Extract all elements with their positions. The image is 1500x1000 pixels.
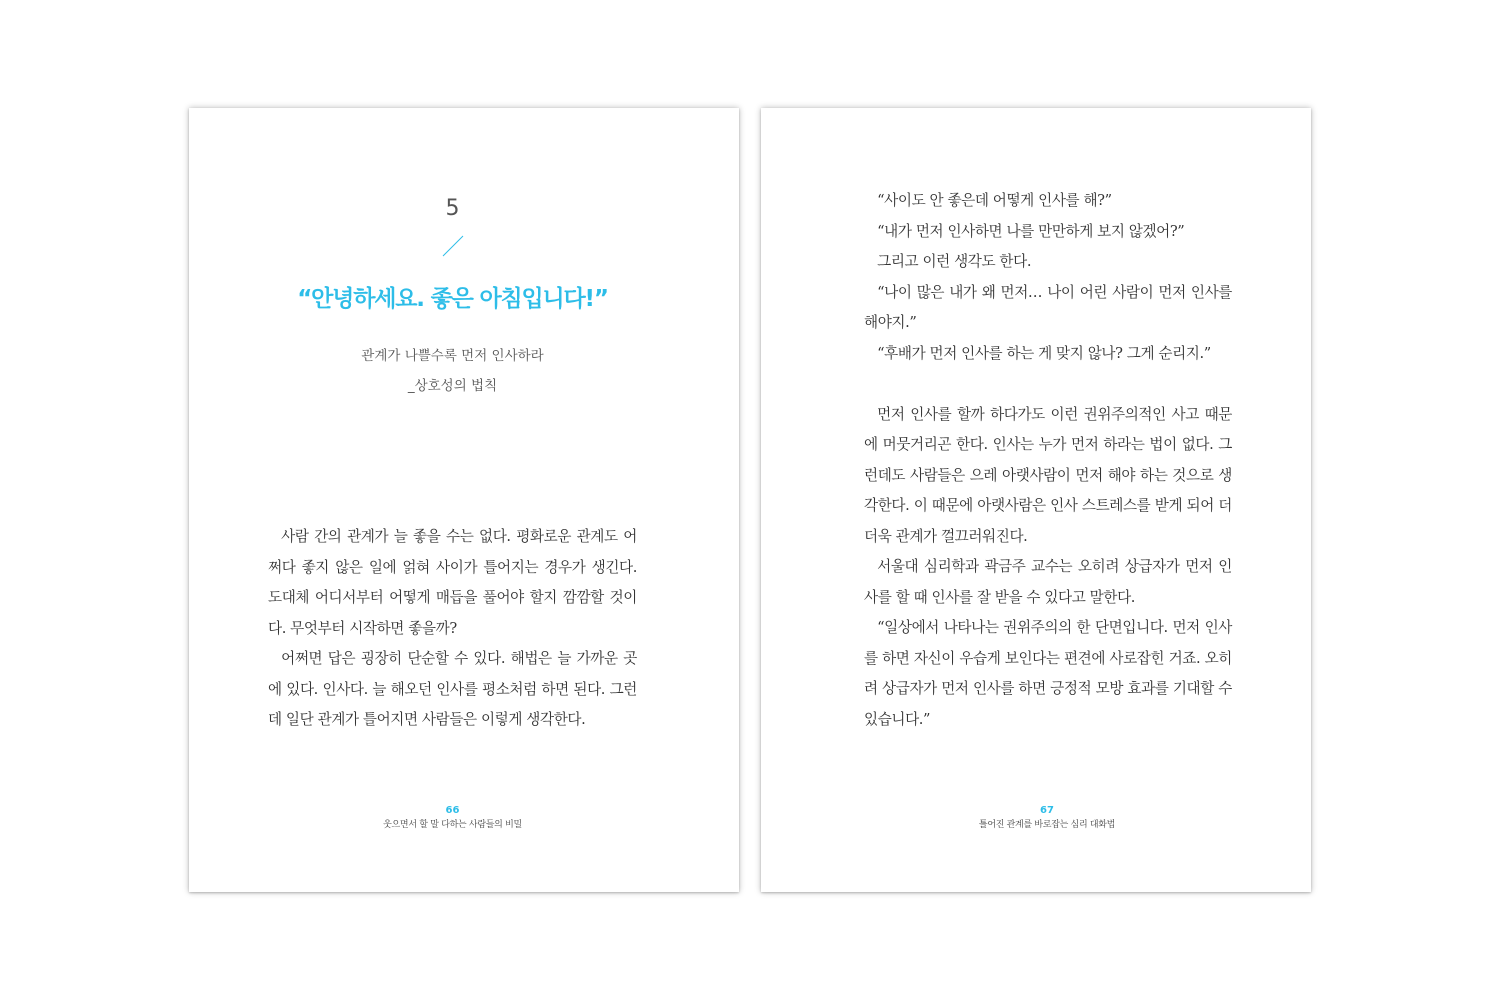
- chapter-subtitle: 관계가 나쁠수록 먼저 인사하라: [361, 348, 544, 364]
- page-number: 66: [445, 805, 460, 816]
- left-page: [189, 108, 739, 892]
- right-page: [761, 108, 1311, 892]
- right-body-text: [864, 186, 1232, 735]
- chapter-number: 5: [445, 196, 460, 221]
- right-footer: [761, 804, 1333, 832]
- paragraph: 그리고 이런 생각도 한다.: [877, 253, 1032, 270]
- page-number: 67: [1040, 805, 1054, 816]
- paragraph: 어쩌면 답은 굉장히 단순할 수 있다. 해법은 늘 가까운 곳에 있다. 인사다. 늘 해오던 인사를 평소처럼 하면 된다. 그런데 일단 관계가 틀어지면 사람들은 이렇게 생각한다.: [268, 650, 637, 728]
- chapter-title: “안녕하세요. 좋은 아침입니다!”: [297, 286, 608, 312]
- paragraph: “사이도 안 좋은데 어떻게 인사를 해?”: [877, 192, 1112, 209]
- running-title: 틀어진 관계를 바로잡는 심리 대화법: [978, 820, 1116, 830]
- paragraph: “일상에서 나타나는 권위주의의 한 단면입니다. 먼저 인사를 하면 자신이 우습게 보인다는 편견에 사로잡힌 거죠. 오히려 상급자가 먼저 인사를 하면 긍정적 모방 효과를 기대할 수 있습니다.”: [864, 619, 1232, 728]
- left-footer: [189, 804, 716, 832]
- slash-ornament-icon: [441, 234, 465, 258]
- paragraph-spacer: [864, 369, 1232, 400]
- chapter-law-name: _상호성의 법칙: [407, 378, 498, 394]
- running-title: 웃으면서 할 말 다하는 사람들의 비밀: [383, 820, 522, 830]
- paragraph: “나이 많은 내가 왜 먼저… 나이 어린 사람이 먼저 인사를 해야지.”: [864, 283, 1232, 331]
- paragraph: 서울대 심리학과 곽금주 교수는 오히려 상급자가 먼저 인사를 할 때 인사를 잘 받을 수 있다고 말한다.: [864, 558, 1232, 606]
- paragraph: “후배가 먼저 인사를 하는 게 맞지 않나? 그게 순리지.”: [877, 344, 1211, 362]
- left-body-text: [268, 522, 637, 736]
- paragraph: 먼저 인사를 할까 하다가도 이런 권위주의적인 사고 때문에 머뭇거리곤 한다. 인사는 누가 먼저 하라는 법이 없다. 그런데도 사람들은 으레 아랫사람이 먼저 해야 하는 것으로 생각한다. 이 때문에 아랫사람은 인사 스트레스를 받게 되어 더더욱 관계가 껄끄러워진다.: [864, 405, 1232, 545]
- paragraph: “내가 먼저 인사하면 나를 만만하게 보지 않겠어?”: [877, 222, 1185, 240]
- paragraph: 사람 간의 관계가 늘 좋을 수는 없다. 평화로운 관계도 어쩌다 좋지 않은 일에 얽혀 사이가 틀어지는 경우가 생긴다. 도대체 어디서부터 어떻게 매듭을 풀어야 할지 깜깜할 것이다. 무엇부터 시작하면 좋을까?: [268, 528, 637, 637]
